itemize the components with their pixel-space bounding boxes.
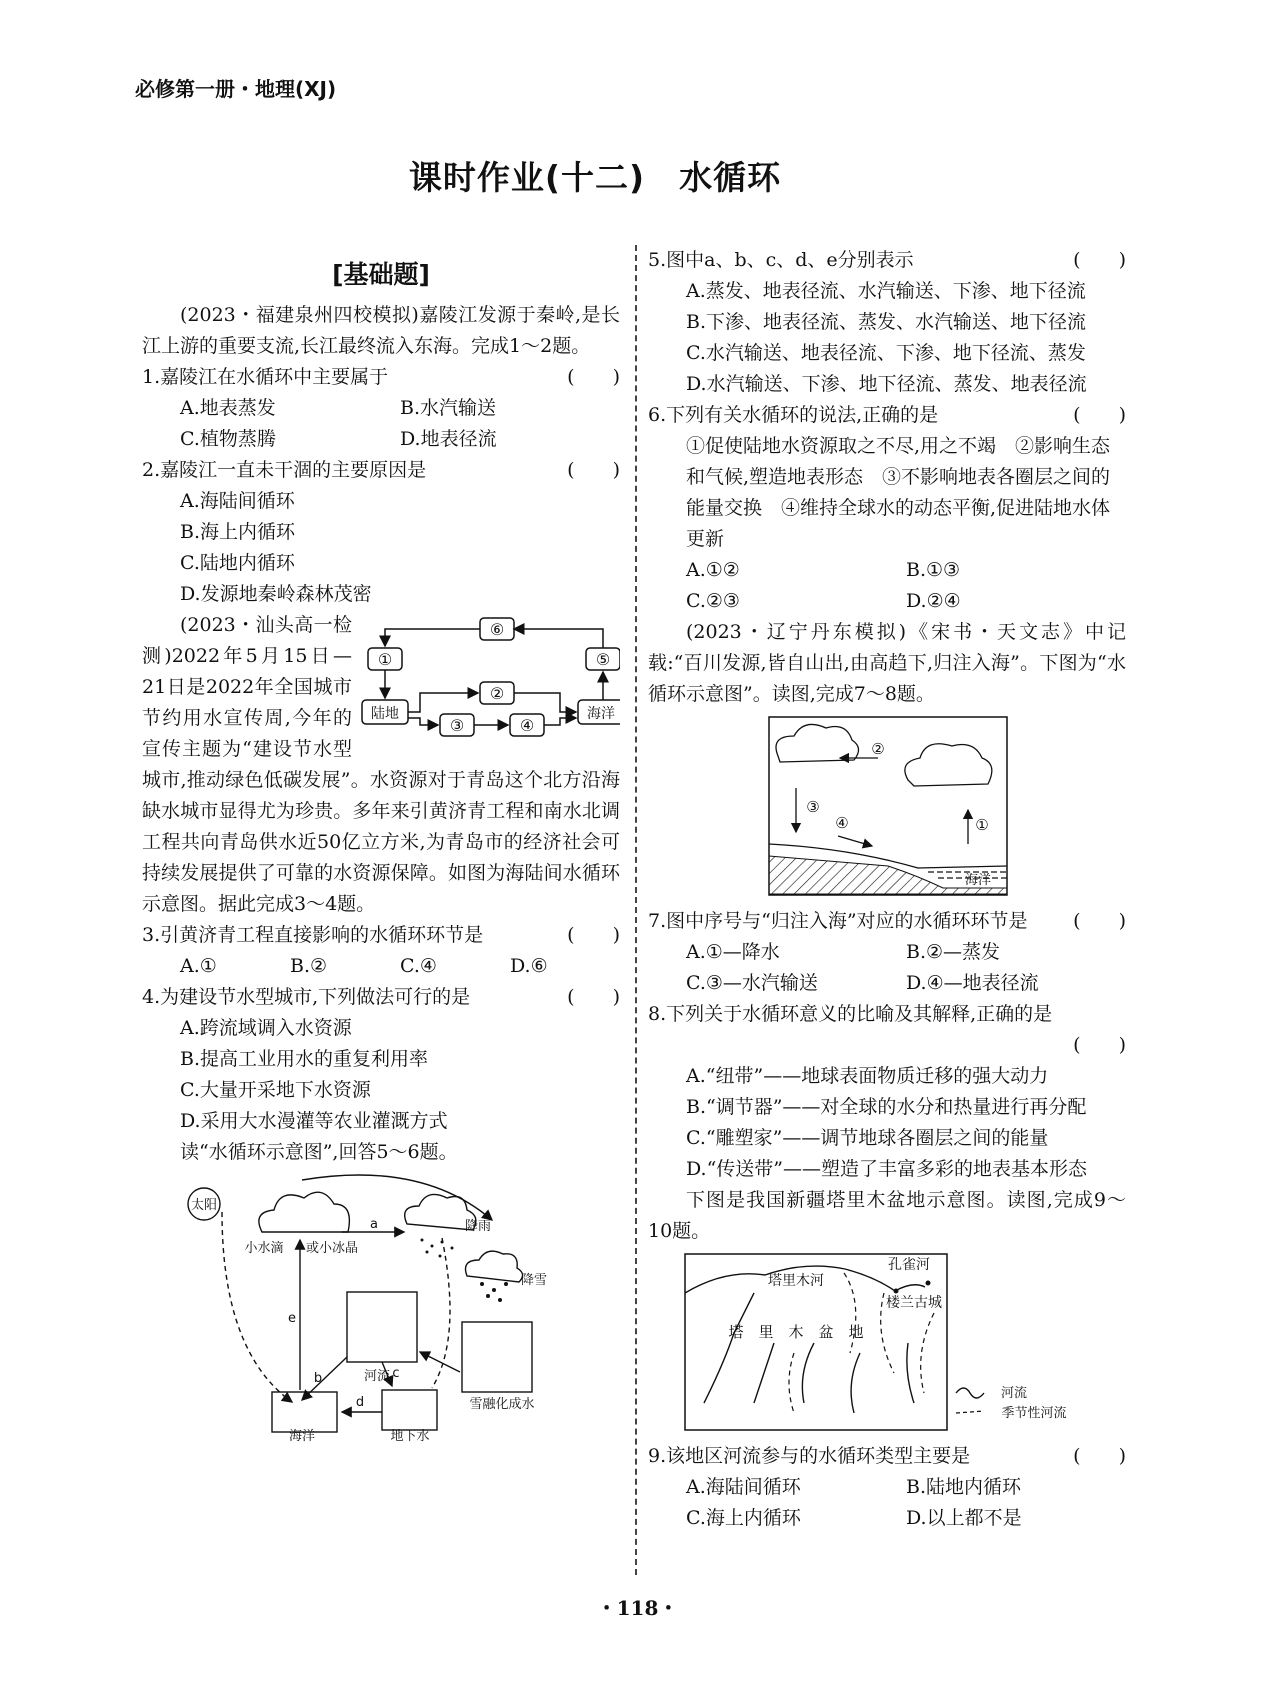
option-b: B.海上内循环 — [180, 521, 296, 543]
option-b: B.水汽输送 — [400, 397, 497, 419]
answer-bracket: ( ) — [567, 459, 620, 481]
option-d: D.发源地秦岭森林茂密 — [180, 583, 372, 605]
arrow-e-label: e — [288, 1311, 296, 1326]
option-c: C.大量开采地下水资源 — [180, 1079, 371, 1101]
option-a: A.海陆间循环 — [686, 1476, 801, 1498]
question-6-options — [648, 555, 1126, 586]
diagram-label: ⑤ — [595, 650, 611, 669]
diagram-label: ③ — [806, 798, 820, 816]
column-divider — [635, 245, 637, 1575]
option-c: C.海上内循环 — [686, 1507, 801, 1529]
option-a: A.①② — [686, 559, 740, 581]
question-6-options — [648, 586, 1126, 617]
ocean-label: 海洋 — [964, 873, 992, 888]
answer-bracket: ( ) — [1073, 404, 1126, 426]
page-number: ・118・ — [596, 1596, 679, 1620]
option-a: A.跨流域调入水资源 — [180, 1017, 352, 1039]
option-b: B.①③ — [906, 559, 961, 581]
question-1-options — [142, 424, 620, 455]
map-label-tarim-river: 塔里木河 — [768, 1273, 824, 1289]
water-cycle-diagram — [182, 1172, 582, 1442]
option-d: D.以上都不是 — [906, 1507, 1022, 1529]
intro-9-10: 下图是我国新疆塔里木盆地示意图。读图,完成9～10题。 — [648, 1189, 1126, 1242]
question-5 — [648, 245, 1126, 276]
answer-bracket: ( ) — [567, 366, 620, 388]
option-c: C.④ — [400, 955, 437, 977]
question-stem: 9.该地区河流参与的水循环类型主要是 — [648, 1445, 971, 1467]
legend-seasonal-river: 季节性河流 — [1001, 1406, 1067, 1421]
snow-label: 降雪 — [520, 1273, 548, 1288]
answer-bracket: ( ) — [1073, 910, 1126, 932]
arrow-a-label: a — [370, 1217, 378, 1232]
option-b: B.下渗、地表径流、蒸发、水汽输送、地下径流 — [686, 311, 1087, 333]
option-d: D.④—地表径流 — [906, 972, 1039, 994]
question-stem: 7.图中序号与“归注入海”对应的水循环环节是 — [648, 910, 1028, 932]
question-4 — [142, 982, 620, 1013]
option-a: A.蒸发、地表径流、水汽输送、下渗、地下径流 — [686, 280, 1086, 302]
diagram-label-ocean: 海洋 — [587, 706, 615, 722]
option-b: B.提高工业用水的重复利用率 — [180, 1048, 429, 1070]
question-7-options — [648, 937, 1126, 968]
snowmelt-label: 雪融化成水 — [469, 1397, 535, 1412]
option-a: A.① — [180, 955, 217, 977]
left-column — [142, 255, 620, 1452]
question-6-statements: ①促使陆地水资源取之不尽,用之不竭 ②影响生态和气候,塑造地表形态 ③不影响地表各圈层之间的能量交换 ④维持全球水的动态平衡,促进陆地水体更新 — [686, 435, 1111, 550]
diagram-label: ① — [975, 816, 989, 834]
rain-label: 降雨 — [464, 1219, 492, 1234]
option-a: A.海陆间循环 — [180, 490, 295, 512]
question-7 — [648, 906, 1126, 937]
option-c: C.②③ — [686, 590, 740, 612]
question-1 — [142, 362, 620, 393]
diagram-label: ④ — [835, 814, 849, 832]
intro-5-6: 读“水循环示意图”,回答5～6题。 — [180, 1141, 458, 1163]
arrow-b-label: b — [313, 1371, 323, 1386]
ice-label: 或小冰晶 — [305, 1241, 359, 1256]
option-d: D.地表径流 — [400, 428, 497, 450]
diagram-label: ④ — [519, 716, 535, 735]
question-9-options — [648, 1503, 1126, 1534]
section-heading: [基础题] — [332, 260, 430, 289]
option-c: C.植物蒸腾 — [180, 428, 276, 450]
tarim-basin-map — [684, 1253, 1104, 1431]
arrow-d-label: d — [355, 1395, 365, 1410]
question-stem: 2.嘉陵江一直未干涸的主要原因是 — [142, 459, 427, 481]
page-title: 课时作业(十二) 水循环 — [408, 158, 782, 197]
option-a: A.“纽带”——地球表面物质迁移的强大动力 — [686, 1065, 1049, 1087]
diagram-label: ③ — [449, 716, 465, 735]
groundwater-label: 地下水 — [390, 1429, 430, 1442]
option-b: B.“调节器”——对全球的水分和热量进行再分配 — [686, 1096, 1087, 1118]
answer-bracket: ( ) — [1073, 1034, 1126, 1056]
intro-3-4-block — [142, 610, 620, 920]
question-6 — [648, 400, 1126, 431]
option-b: B.陆地内循环 — [906, 1476, 1022, 1498]
drops-label: 小水滴 — [244, 1241, 284, 1256]
option-d: D.“传送带”——塑造了丰富多彩的地表基本形态 — [686, 1158, 1088, 1180]
question-7-options — [648, 968, 1126, 999]
diagram-label: ⑥ — [489, 620, 505, 639]
map-label-kongque-river: 孔雀河 — [888, 1257, 930, 1273]
option-c: C.③—水汽输送 — [686, 972, 818, 994]
question-9-options — [648, 1472, 1126, 1503]
diagram-label: ① — [377, 650, 393, 669]
question-stem: 6.下列有关水循环的说法,正确的是 — [648, 404, 939, 426]
intro-1-2: (2023・福建泉州四校模拟)嘉陵江发源于秦岭,是长江上游的重要支流,长江最终流入东海。完成1～2题。 — [142, 304, 620, 357]
diagram-label: ② — [871, 740, 885, 758]
question-1-options — [142, 393, 620, 424]
question-9 — [648, 1441, 1126, 1472]
map-label-basin: 塔 里 木 盆 地 — [728, 1323, 864, 1341]
option-a: A.①—降水 — [686, 941, 780, 963]
diagram-label: ② — [489, 684, 505, 703]
question-8-stem: 8.下列关于水循环意义的比喻及其解释,正确的是 — [648, 1003, 1053, 1025]
river-label: 河流 — [363, 1369, 391, 1384]
answer-bracket: ( ) — [1073, 1445, 1126, 1467]
answer-bracket: ( ) — [567, 924, 620, 946]
option-b: B.②—蒸发 — [906, 941, 1001, 963]
question-stem: 4.为建设节水型城市,下列做法可行的是 — [142, 986, 471, 1008]
option-b: B.② — [290, 955, 328, 977]
question-3 — [142, 920, 620, 951]
arrow-c-label: c — [392, 1366, 400, 1381]
question-stem: 5.图中a、b、c、d、e分别表示 — [648, 249, 914, 271]
diagram-label-land: 陆地 — [371, 706, 399, 722]
option-d: D.②④ — [906, 590, 961, 612]
question-stem: 1.嘉陵江在水循环中主要属于 — [142, 366, 389, 388]
legend-river: 河流 — [1000, 1386, 1028, 1401]
intro-3-4: (2023・汕头高一检测)2022年5月15日—21日是2022年全国城市节约用水宣传周,今年的宣传主题为“建设节水型城市,推动绿色低碳发展”。水资源对于青岛这个北方沿海缺水城市显得尤为珍贵。多年来引黄济青工程和南水北调工程共向青岛供水近50亿立方米,为青岛市的经济社会可持续发展提供了可靠的水资源保障。如图为海陆间水循环示意图。据此完成3～4题。 — [142, 614, 620, 915]
option-c: C.“雕塑家”——调节地球各圈层之间的能量 — [686, 1127, 1049, 1149]
answer-bracket: ( ) — [567, 986, 620, 1008]
sea-land-cycle-diagram — [360, 614, 620, 744]
book-header: 必修第一册・地理(XJ) — [135, 77, 337, 101]
option-c: C.水汽输送、地表径流、下渗、地下径流、蒸发 — [686, 342, 1086, 364]
option-d: D.⑥ — [510, 955, 548, 977]
option-d: D.水汽输送、下渗、地下径流、蒸发、地表径流 — [686, 373, 1087, 395]
option-a: A.地表蒸发 — [180, 397, 276, 419]
map-label-loulan: 楼兰古城 — [886, 1295, 942, 1311]
question-3-options — [142, 951, 620, 982]
option-d: D.采用大水漫灌等农业灌溉方式 — [180, 1110, 448, 1132]
river-to-sea-diagram — [768, 716, 1008, 896]
question-stem: 3.引黄济青工程直接影响的水循环环节是 — [142, 924, 484, 946]
sun-label: 太阳 — [190, 1198, 218, 1213]
answer-bracket: ( ) — [1073, 249, 1126, 271]
intro-7-8: (2023・辽宁丹东模拟)《宋书・天文志》中记载:“百川发源,皆自山出,由高趋下,归注入海”。下图为“水循环示意图”。读图,完成7～8题。 — [648, 621, 1126, 705]
ocean-label: 海洋 — [288, 1429, 316, 1442]
right-column — [648, 245, 1126, 1534]
question-2 — [142, 455, 620, 486]
option-c: C.陆地内循环 — [180, 552, 295, 574]
